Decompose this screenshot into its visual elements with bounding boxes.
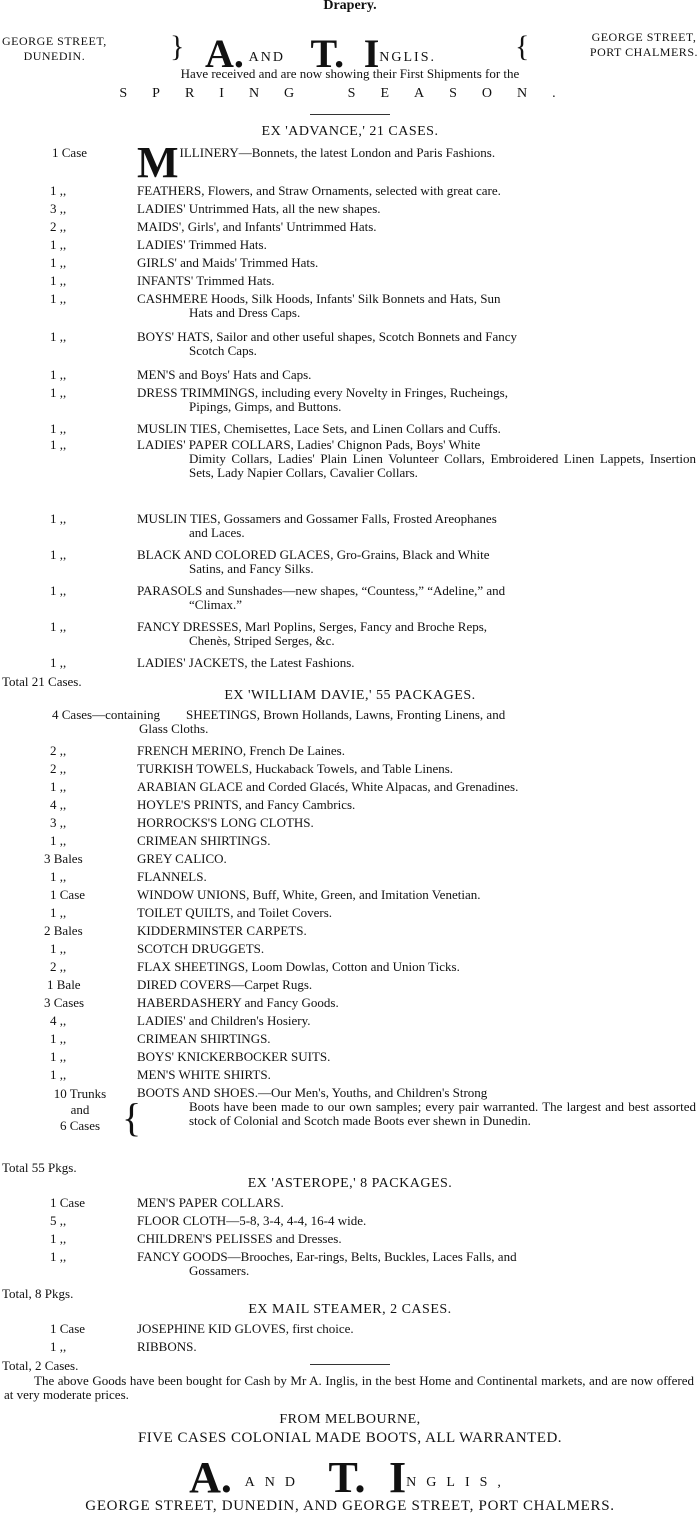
right-address: GEORGE STREET, PORT CHALMERS.: [589, 30, 698, 59]
firm-name: A. AND T. INGLIS.: [205, 31, 436, 76]
intro-line: Have received and are now showing their First Shipments for the: [180, 66, 520, 81]
boots-line: FIVE CASES COLONIAL MADE BOOTS, ALL WARRANTED.: [137, 1430, 563, 1446]
closing-paragraph: The above Goods have been bought for Cash by Mr A. Inglis, in the best Home and Continental markets, and are now offered at very moderate prices.: [4, 1373, 694, 1402]
advertisement: Drapery. GEORGE STREET, DUNEDIN. } A. AND T. INGLIS. { GEORGE STREET, PORT CHALMERS. Have received and are now showing their First Shipments for the SPRING SEASON. EX 'ADVANCE,' 21 CASES. 1 Case MILLINERY—Bonnets, the latest London and Paris Fashions. 1 ,, FEATHERS, Flowers, and Straw Ornaments, selected with great care. 3 ,, LADIES' Untrimmed Hats, all the new shapes. 2 ,, MAIDS', Girls', and Infants' Untrimmed Hats. 1 ,, LADIES' Trimmed Hats. 1 ,, GIRLS' and Maids' Trimmed Hats. 1 ,, INFANTS' Trimmed Hats. 1 ,, CASHMERE Hoods, Silk Hoods, Infants' Silk Bonnets and Hats, Sun Hats and Dress Caps. 1 ,, BOYS' HATS, Sailor and other useful shapes, Scotch Bonnets and Fancy Scotch Caps. 1 ,, MEN'S and Boys' Hats and Caps. 1 ,, DRESS TRIMMINGS, including every Novelty in Fringes, Rucheings, Pipings, Gimps, and Buttons. 1 ,, MUSLIN TIES, Chemisettes, Lace Sets, and Linen Collars and Cuffs. 1 ,, LADIES' PAPER COLLARS, Ladies' Chignon Pads, Boys' White Dimity Collars, Ladies' Plain Linen Volunteer Collars, Embroidered Linen Lappets, Insertion Sets, Lady Napier Collars, Cavalier Collars. 1 ,, MUSLIN TIES, Gossamers and Gossamer Falls, Frosted Areophanes and Laces. 1 ,, BLACK AND COLORED GLACES, Gro-Grains, Black and White Satins, and Fancy Silks. 1 ,, PARASOLS and Sunshades—new shapes, “Countess,” “Adeline,” and “Climax.” 1 ,, FANCY DRESSES, Marl Poplins, Serges, Fancy and Broche Reps, Chenès, Striped Serges, &c. 1 ,, LADIES' JACKETS, the Latest Fashions. Total 21 Cases. EX 'WILLIAM DAVIE,' 55 PACKAGES. 4 Cases—containing SHEETINGS, Brown Hollands, Lawns, Fronting Linens, and Glass Cloths. 2 ,, FRENCH MERINO, French De Laines. 2 ,, TURKISH TOWELS, Huckaback Towels, and Table Linens. 1 ,, ARABIAN GLACE and Corded Glacés, White Alpacas, and Grenadines. 4 ,, HOYLE'S PRINTS, and Fancy Cambrics. 3 ,, HORROCKS'S LONG CLOTHS. 1 ,, CRIMEAN SHIRTINGS. 3 Bales GREY CALICO. 1 ,, FLANNELS. 1 Case WINDOW UNIONS, Buff, White, Green, and Imitation Venetian. 1 ,, TOILET QUILTS, and Toilet Covers. 2 Bales KIDDERMINSTER CARPETS. 1 ,, SCOTCH DRUGGETS. 2 ,, FLAX SHEETINGS, Loom Dowlas, Cotton and Union Ticks. 1 Bale DIRED COVERS—Carpet Rugs. 3 Cases HABERDASHERY and Fancy Goods. 4 ,, LADIES' and Children's Hosiery. 1 ,, CRIMEAN SHIRTINGS. 1 ,, BOYS' KNICKERBOCKER SUITS. 1 ,, MEN'S WHITE SHIRTS. 10 Trunks and 6 Cases { BOOTS AND SHOES.—Our Men's, Youths, and Children's Strong Boots have been made to our own samples; every pair warranted. The largest and best assorted stock of Colonial and Scotch made Boots ever shewn in Dunedin. Total 55 Pkgs. EX 'ASTEROPE,' 8 PACKAGES. 1 Case MEN'S PAPER COLLARS. 5 ,, FLOOR CLOTH—5-8, 3-4, 4-4, 16-4 wide. 1 ,, CHILDREN'S PELISSES and Dresses. 1 ,, FANCY GOODS—Brooches, Ear-rings, Belts, Buckles, Laces Falls, and Gossamers. Total, 8 Pkgs. EX MAIL STEAMER, 2 CASES. 1 Case JOSEPHINE KID GLOVES, first choice. 1 ,, RIBBONS. Total, 2 Cases. The above Goods have been bought for Cash by Mr A. Inglis, in the best Home and Continental markets, and are now offered at very moderate prices. FROM MELBOURNE, FIVE CASES COLONIAL MADE BOOTS, ALL WARRANTED. A. AND T. INGLIS, GEORGE STREET, DUNEDIN, AND GEORGE STREET, PORT CHALMERS.: [2, 0, 698, 1514]
footer-address: GEORGE STREET, DUNEDIN, AND GEORGE STREET, PORT CHALMERS.: [85, 1498, 615, 1514]
section-title: EX 'WILLIAM DAVIE,' 55 PACKAGES.: [224, 688, 476, 703]
left-brace: }: [170, 30, 185, 63]
season-heading: SPRING SEASON.: [119, 86, 581, 101]
section-total: Total 21 Cases.: [2, 674, 82, 689]
divider: [310, 1364, 390, 1365]
from-line: FROM MELBOURNE,: [279, 1412, 421, 1427]
right-brace: {: [515, 30, 530, 63]
boots-brace: {: [122, 1095, 142, 1140]
section-title: EX 'ADVANCE,' 21 CASES.: [261, 124, 439, 139]
section-total: Total 55 Pkgs.: [2, 1160, 77, 1175]
category-heading: Drapery.: [323, 0, 377, 13]
drop-cap: M: [137, 138, 179, 187]
left-address: GEORGE STREET, DUNEDIN.: [2, 34, 107, 63]
divider: [310, 114, 390, 115]
section-title: EX MAIL STEAMER, 2 CASES.: [248, 1302, 452, 1317]
section-total: Total, 8 Pkgs.: [2, 1286, 74, 1301]
section-total: Total, 2 Cases.: [2, 1358, 79, 1373]
firm-name-bottom: A. AND T. INGLIS,: [189, 1453, 511, 1502]
section-title: EX 'ASTEROPE,' 8 PACKAGES.: [247, 1176, 453, 1191]
